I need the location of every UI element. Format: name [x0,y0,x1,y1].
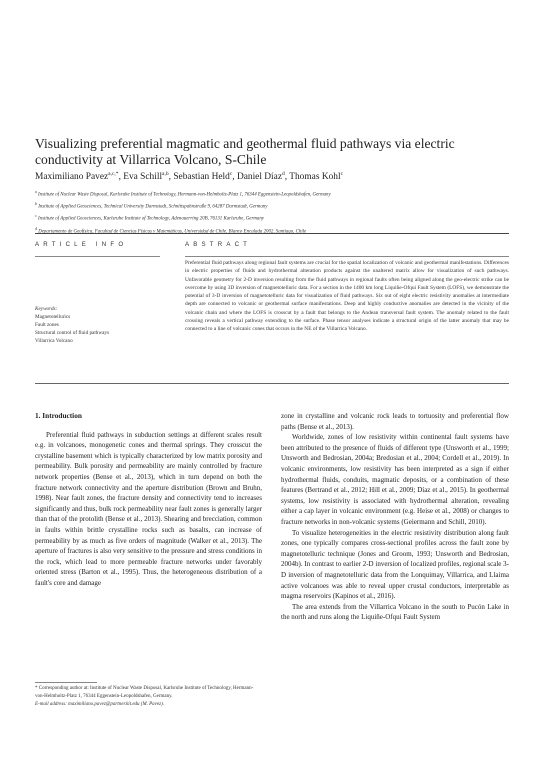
keyword: Fault zones [35,322,59,328]
email-link[interactable]: maximiliano.pavez@partner.kit.edu (M. Pavez). [68,701,164,707]
footnote-divider [35,682,97,683]
body-paragraph: zone in crystalline and volcanic rock leads to tortuosity and preferential flow paths (Bense et al., 2013). [281,412,509,431]
author: Eva Schill$^{a,b}$, [123,171,174,183]
author-list [35,171,515,182]
author: Daniel Díaz$^d$, [236,171,290,183]
keyword: Structural control of fluid pathways [35,330,110,336]
keyword: Villarrica Volcano [35,338,73,344]
affiliation: $^c$ Institute of Applied Geosciences, Karlsruhe Institute of Technology, Adenauerring 20B, 76131 Karlsruhe, Germany [35,213,264,223]
front-matter-divider [35,383,509,384]
article-info-divider [35,256,160,257]
article-info-heading: ARTICLE INFO [35,241,128,248]
affiliation-list [35,188,515,237]
section-heading: 1. Introduction [35,411,82,420]
footnotes [35,685,262,708]
abstract-text: Preferential fluid pathways along regional fault systems are crucial for the spatial localization of volcanic and geothermal manifestations. Differences in electric properties of fluids and hydrothermal alteration products against the unaltered matrix allow for visualization of such pathways. Unfavorable geometry for 2-D inversion resulting from the fluid pathways in regional faults often being aligned along the geo-electric strike can be overcome by using 3D inversion of magnetotelluric data. For a section in the 1400 km long Liquiñe-Ofqui Fault System (LOFS), we demonstrate the potential of 3-D inversion of magnetotelluric data for visualization of fluid pathways. Six out of eight electric resistivity anomalies at intermediate depth are connected to volcanic or geothermal surface manifestations. Deep and highly conductive anomalies are detected in the vicinity of the volcanic chain and where the LOFS is crosscut by a fault that belongs to the Andean transversal fault system. The anomaly related to the fault crossing reveals a vertical pathway extending to the surface. Phase tensor analyses indicate a structural origin of the latter anomaly that may be connected to a line of volcanic cones that occurs in the NE of the Villarrica Volcano. [185,260,509,333]
affiliation: $^b$ Institute of Applied Geosciences, Technical University Darmstadt, Schnittspahnstraße 9, 64287 Darmstadt, Germany [35,201,268,210]
affiliation: $^a$ Institute of Nuclear Waste Disposal, Karlsruhe Institute of Technology, Hermann-von-Helmholtz-Platz 1, 76344 Eggenstein-Leopoldshafen, Germany [35,189,331,198]
body-column-left [35,411,262,589]
body-paragraph: The area extends from the Villarrica Volcano in the south to Pucón Lake in the north and runs along the Liquiñe-Ofqui Fault System [281,602,509,622]
corresponding-author-note: * Corresponding author at: Institute of Nuclear Waste Disposal, Karlsruhe Institute of Technology, Hermann-von-Helmholtz-Platz 1, 76344 Eggenstein-Leopoldshafen, Germany. [35,686,254,699]
author: Thomas Kohl$^c$ [289,171,344,183]
keywords-block [35,305,109,345]
author: Maximiliano Pavez$^{a,c,*}$, [35,171,124,183]
keyword: Magnetotellurics [35,314,71,320]
header-divider [35,233,509,234]
body-paragraph: Worldwide, zones of low resistivity within continental fault systems have been attributed to the presence of fluids of different type (Unsworth et al., 1999; Unsworth and Bedrosian, 2004a; Bredosian et al., 2004; Cordell et al., 2019). In volcanic environments, low resistivity has been interpreted as a sign if either hydrothermal fluids, conduits, magmatic deposits, or a combination of these features (Bertrand et al., 2012; Hill et al., 2009; Díaz et al., 2015). In geothermal systems, low resistivity is associated with hydrothermal alteration, revealing either a cap layer in volcanic environment (e.g. Heise et al., 2008) or changes to fracture networks in non-volcanic systems (Geiermann and Schill, 2010). [281,433,509,526]
author: Sebastian Held$^c$, [173,171,237,183]
affiliation: $^d$ Departamento de Geofísica, Facultad de Ciencias Físicas y Matemáticas, Universidad de Chile, Blanco Encalada 2002, Santiago, Chile [35,225,307,235]
email-note: E-mail address: maximiliano.pavez@partner.kit.edu (M. Pavez). [35,701,164,707]
abstract-heading: ABSTRACT [185,241,252,248]
body-paragraph: Preferential fluid pathways in subduction settings at different scales result e.g. in volcanoes, monogenetic cones and thermal springs. They crosscut the crystalline basement which is typically characterized by low matrix porosity and permeability. Bulk porosity and permeability are mainly controlled by fracture network properties (Bense et al., 2013), which in turn depend on both the fracture network connectivity and the aperture distribution (Brown and Bruhn, 1998). Near fault zones, the fracture density and connectivity tend to increases significantly and thus, bulk rock permeability near fault zones is generally larger than that of the protolith (Bense et al., 2013). Shearing and brecciation, common in faults within brittle crystalline rocks such as basalts, can increase of permeability by as much as five orders of magnitude (Walker et al., 2013). The aperture of fractures is also very sensitive to the pressure and stress conditions in the rock, which lead to more permeable fracture networks under favorably oriented stress (Barton et al., 1995). Thus, the heterogeneous distribution of a fault's core and damage [35,430,262,587]
abstract-divider [185,256,509,257]
body-column-right [281,411,509,623]
article-title: Visualizing preferential magmatic and geothermal fluid pathways via electric conductivity at Villarrica Volcano, S-Chile [35,136,455,167]
keywords-label: Keywords: [35,306,58,312]
body-paragraph: To visualize heterogeneities in the electric resistivity distribution along fault zones, one typically compares cross-sectional profiles across the fault zone by magnetotelluric technique (Jones and Groom, 1993; Unsworth and Bedrosian, 2004b). In contrast to earlier 2-D inversion of localized profiles, regional scale 3-D inversion of magnetotelluric data from the Lonquimay, Villarrica, and Llaima active volcanoes was able to reveal upper crustal conductors, interpretable as magma reservoirs (Kapinos et al., 2016). [281,528,509,601]
